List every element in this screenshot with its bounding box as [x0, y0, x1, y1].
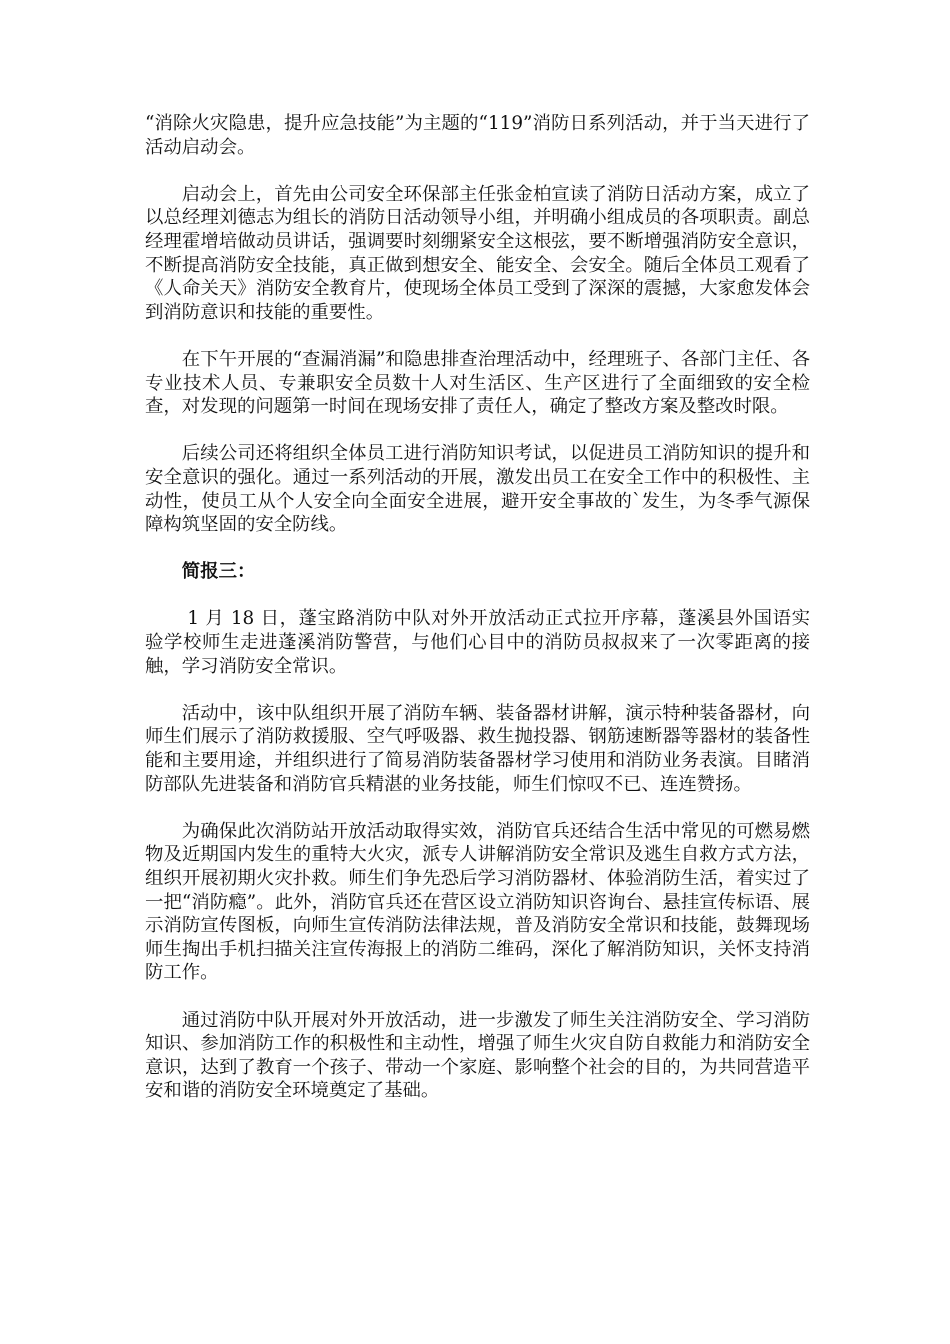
paragraph-follow-up: 后续公司还将组织全体员工进行消防知识考试，以促进员工消防知识的提升和安全意识的强化。通过一系列活动的开展，激发出员工在安全工作中的积极性、主动性，使员工从个人安全向全面安全进展，避开安全事故的`发生，为冬季气源保障构筑坚固的安全防线。 — [145, 443, 810, 536]
paragraph-equipment-demo: 活动中，该中队组织开展了消防车辆、装备器材讲解，演示特种装备器材，向师生们展示了消防救援服、空气呼吸器、救生抛投器、钢筋速断器等器材的装备性能和主要用途，并组织进行了简易消防装备器材学习使用和消防业务表演。目睹消防部队先进装备和消防官兵精湛的业务技能，师生们惊叹不已、连连赞扬。 — [145, 702, 810, 795]
paragraph-open-day: 1 月 18 日，蓬宝路消防中队对外开放活动正式拉开序幕，蓬溪县外国语实验学校师生走进蓬溪消防警营，与他们心目中的消防员叔叔来了一次零距离的接触，学习消防安全常识。 — [145, 608, 810, 677]
paragraph-conclusion: 通过消防中队开展对外开放活动，进一步激发了师生关注消防安全、学习消防知识、参加消防工作的积极性和主动性，增强了师生火灾自防自救能力和消防安全意识，达到了教育一个孩子、带动一个家庭、影响整个社会的目的，为共同营造平安和谐的消防安全环境奠定了基础。 — [145, 1009, 810, 1102]
paragraph-safety-training: 为确保此次消防站开放活动取得实效，消防官兵还结合生活中常见的可燃易燃物及近期国内发生的重特大火灾，派专人讲解消防安全常识及逃生自救方式方法，组织开展初期火灾扑救。师生们争先恐后学习消防器材、体验消防生活，着实过了一把“消防瘾”。此外，消防官兵还在营区设立消防知识咨询台、悬挂宣传标语、展示消防宣传图板，向师生宣传消防法律法规，普及消防安全常识和技能，鼓舞现场师生掏出手机扫描关注宣传海报上的消防二维码，深化了解消防知识，关怀支持消防工作。 — [145, 820, 810, 984]
section-heading: 简报三： — [181, 561, 256, 583]
paragraph-kickoff-meeting: 启动会上，首先由公司安全环保部主任张金柏宣读了消防日活动方案，成立了以总经理刘德志为组长的消防日活动领导小组，并明确小组成员的各项职责。副总经理霍增培做动员讲话，强调要时刻绷紧安全这根弦，要不断增强消防安全意识，不断提高消防安全技能，真正做到想安全、能安全、会安全。随后全体员工观看了《人命关天》消防安全教育片，使现场全体员工受到了深深的震撼，大家愈发体会到消防意识和技能的重要性。 — [145, 183, 810, 323]
paragraph-event-theme: “消除火灾隐患，提升应急技能”为主题的“119”消防日系列活动，并于当天进行了活动启动会。 — [145, 113, 810, 158]
document-page — [145, 112, 810, 1127]
paragraph-inspection: 在下午开展的“查漏消漏”和隐患排查治理活动中，经理班子、各部门主任、各专业技术人员、专兼职安全员数十人对生活区、生产区进行了全面细致的安全检查，对发现的问题第一时间在现场安排了责任人，确定了整改方案及整改时限。 — [145, 348, 810, 418]
